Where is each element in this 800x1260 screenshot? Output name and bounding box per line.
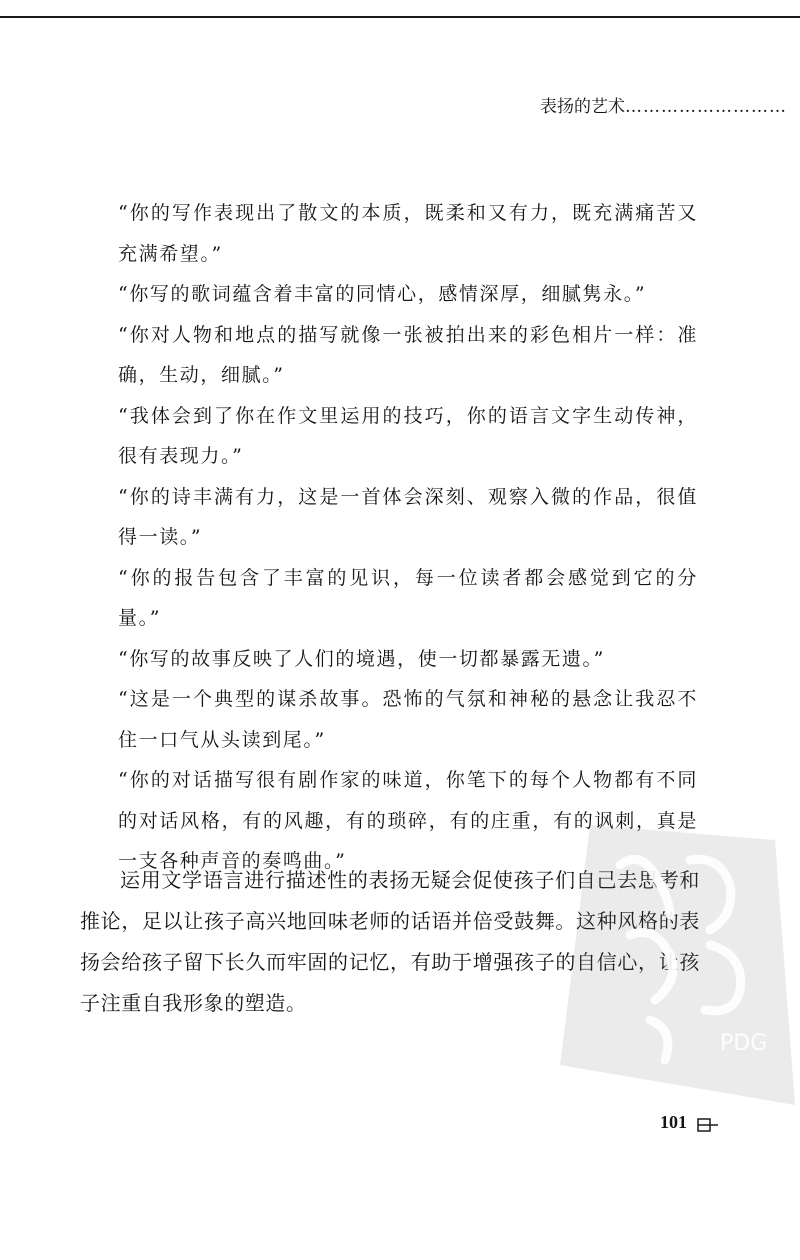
top-rule <box>0 16 800 18</box>
running-head-dots: ……………………… <box>625 97 787 117</box>
page-corner-mark-icon <box>697 1118 719 1134</box>
quote-list <box>118 193 698 882</box>
quote-item: “你写的故事反映了人们的境遇，使一切都暴露无遗。” <box>118 647 605 670</box>
quote-item: “你的对话描写很有剧作家的味道，你笔下的每个人物都有不同的对话风格，有的风趣，有的琐碎，有的庄重，有的讽刺，真是一支各种声音的奏鸣曲。” <box>118 769 698 872</box>
watermark-text: PDG <box>720 1031 768 1056</box>
body-paragraph: 运用文学语言进行描述性的表扬无疑会促使孩子们自己去思考和推论，足以让孩子高兴地回味老师的话语并倍受鼓舞。这种风格的表扬会给孩子留下长久而牢固的记忆，有助于增强孩子的自信心，让孩子注重自我形象的塑造。 <box>80 868 700 1015</box>
quote-item: “你的报告包含了丰富的见识，每一位读者都会感觉到它的分量。” <box>118 566 698 629</box>
quote-item: “你对人物和地点的描写就像一张被拍出来的彩色相片一样：准确，生动，细腻。” <box>118 323 698 386</box>
pdg-watermark-seal <box>560 805 800 1115</box>
quote-item: “这是一个典型的谋杀故事。恐怖的气氛和神秘的悬念让我忍不住一口气从头读到尾。” <box>118 688 698 751</box>
quote-item: “你写的歌词蕴含着丰富的同情心，感情深厚，细腻隽永。” <box>118 283 647 305</box>
running-head-title: 表扬的艺术 <box>540 97 625 117</box>
quote-item: “你的诗丰满有力，这是一首体会深刻、观察入微的作品，很值得一读。” <box>118 485 698 548</box>
running-head <box>500 92 800 117</box>
quote-item: “你的写作表现出了散文的本质，既柔和又有力，既充满痛苦又充满希望。” <box>118 202 698 265</box>
page-number: 101 <box>660 1112 687 1132</box>
quote-item: “我体会到了你在作文里运用的技巧，你的语言文字生动传神，很有表现力。” <box>118 404 698 467</box>
